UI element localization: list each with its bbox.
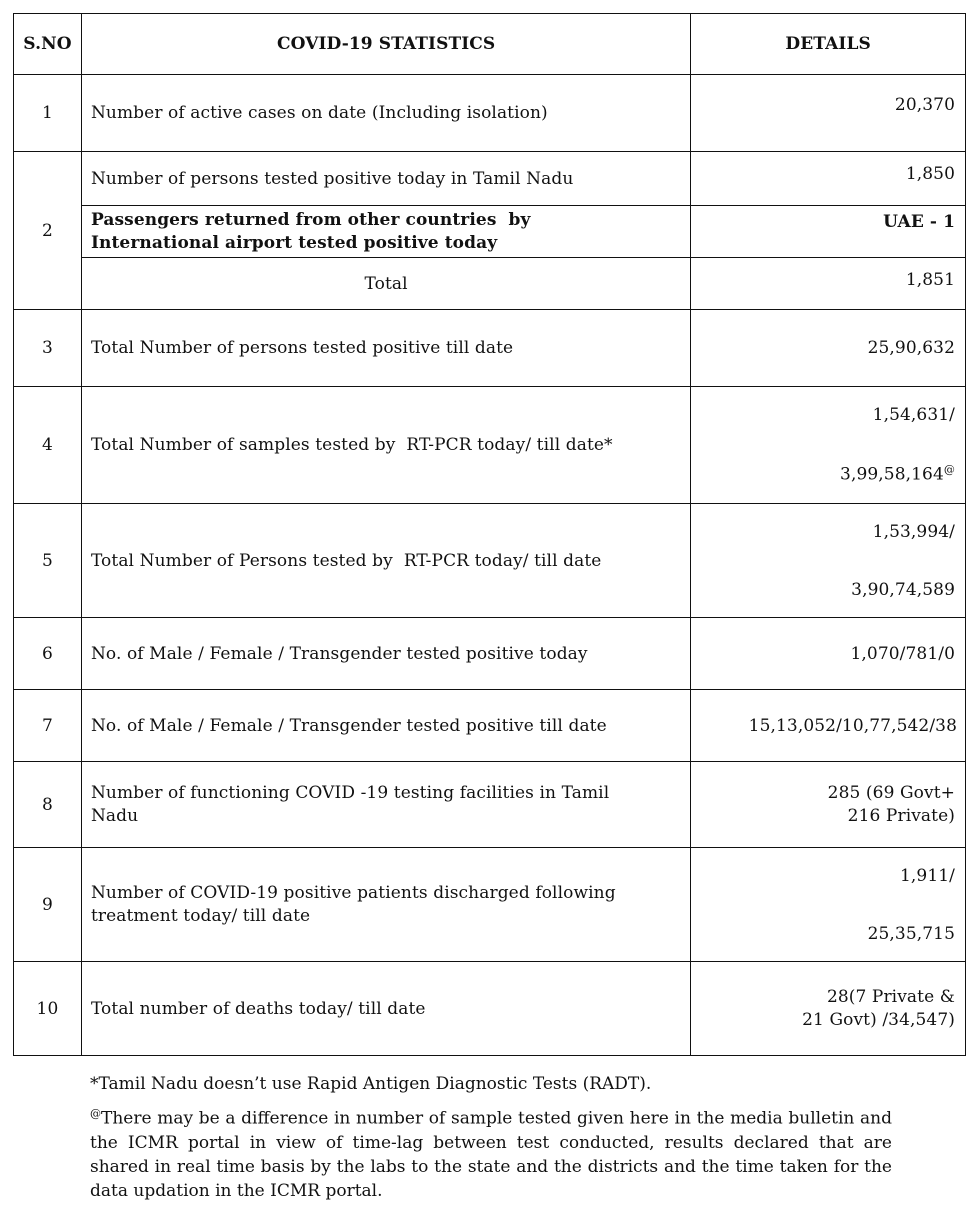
table-subrow <box>14 258 966 310</box>
row-label: Total Number of Persons tested by RT-PCR today/ till date <box>81 504 690 618</box>
row-value: 25,90,632 <box>691 310 966 387</box>
row-sno: 3 <box>14 310 82 387</box>
row-label: Total Number of persons tested positive till date <box>81 310 690 387</box>
row-label: Total Number of samples tested by RT-PCR today/ till date* <box>81 387 690 504</box>
row-label-line1: Passengers returned from other countries by <box>90 209 531 230</box>
header-sno: S.NO <box>14 14 82 75</box>
header-statistics: COVID-19 STATISTICS <box>81 14 690 75</box>
row-sno: 5 <box>14 504 82 618</box>
row-value: 1,070/781/0 <box>691 618 966 690</box>
row-label: Number of persons tested positive today in Tamil Nadu <box>81 152 690 206</box>
table-row <box>14 310 966 387</box>
row-value-line1: 285 (69 Govt+ <box>827 782 955 803</box>
at-footnote-marker: @ <box>90 1107 101 1120</box>
row-label <box>81 848 690 962</box>
table-row <box>14 762 966 848</box>
row-label-line2: International airport tested positive today <box>90 232 498 253</box>
table-row <box>14 618 966 690</box>
row-value: UAE - 1 <box>691 206 966 258</box>
table-row <box>14 152 966 206</box>
header-details: DETAILS <box>691 14 966 75</box>
row-value: 1,850 <box>691 152 966 206</box>
footnote-icmr: @There may be a difference in number of sample tested given here in the media bulletin and the ICMR portal in view of time-lag between test conducted, results declared that are shared in real time basis by the labs to the state and the districts and the time taken for the data updation in the ICMR portal. <box>90 1107 892 1201</box>
row-value: 20,370 <box>691 75 966 152</box>
covid-statistics-table <box>13 13 966 1056</box>
row-value <box>691 504 966 618</box>
table-row <box>14 387 966 504</box>
row-label <box>81 206 690 258</box>
row-sno: 1 <box>14 75 82 152</box>
table-row <box>14 690 966 762</box>
table-row <box>14 75 966 152</box>
row-sno: 8 <box>14 762 82 848</box>
row-value <box>691 762 966 848</box>
row-sno: 4 <box>14 387 82 504</box>
row-label <box>81 762 690 848</box>
row-label-line2: treatment today/ till date <box>90 905 311 926</box>
row-value <box>691 962 966 1056</box>
row-value-line1: 28(7 Private & <box>826 986 955 1007</box>
footnotes <box>90 1072 892 1209</box>
row-label: Total number of deaths today/ till date <box>81 962 690 1056</box>
row-sno: 9 <box>14 848 82 962</box>
row-sno: 7 <box>14 690 82 762</box>
row-label-line1: Number of COVID-19 positive patients discharged following <box>90 882 616 903</box>
row-label-line2: Nadu <box>90 805 139 826</box>
row-label: No. of Male / Female / Transgender tested positive today <box>81 618 690 690</box>
row-value-line2: 3,90,74,589 <box>851 579 955 600</box>
row-label: No. of Male / Female / Transgender tested positive till date <box>81 690 690 762</box>
row-value: 15,13,052/10,77,542/38 <box>691 690 966 762</box>
row-value: 1,851 <box>691 258 966 310</box>
row-value-line2: 216 Private) <box>847 805 955 826</box>
row-value-line1: 1,53,994/ <box>872 521 955 542</box>
row-value <box>691 387 966 504</box>
row-value-line2: 3,99,58,164@ <box>840 463 955 485</box>
at-footnote-marker: @ <box>943 463 955 477</box>
table-row <box>14 504 966 618</box>
table-row <box>14 848 966 962</box>
row-sno: 2 <box>14 152 82 310</box>
row-label-line1: Number of functioning COVID -19 testing facilities in Tamil <box>90 782 610 803</box>
row-sno: 10 <box>14 962 82 1056</box>
row-sno: 6 <box>14 618 82 690</box>
table-header-row <box>14 14 966 75</box>
table-row <box>14 962 966 1056</box>
table-subrow <box>14 206 966 258</box>
row-value-line2: 25,35,715 <box>867 923 955 944</box>
row-label: Number of active cases on date (Including isolation) <box>81 75 690 152</box>
footnote-radt: *Tamil Nadu doesn’t use Rapid Antigen Diagnostic Tests (RADT). <box>90 1074 652 1094</box>
row-value-line2: 21 Govt) /34,547) <box>802 1009 955 1030</box>
row-value-line1: 1,54,631/ <box>872 405 955 425</box>
row-value-line1: 1,911/ <box>900 865 955 886</box>
row-value <box>691 848 966 962</box>
row-label-total: Total <box>81 258 690 310</box>
